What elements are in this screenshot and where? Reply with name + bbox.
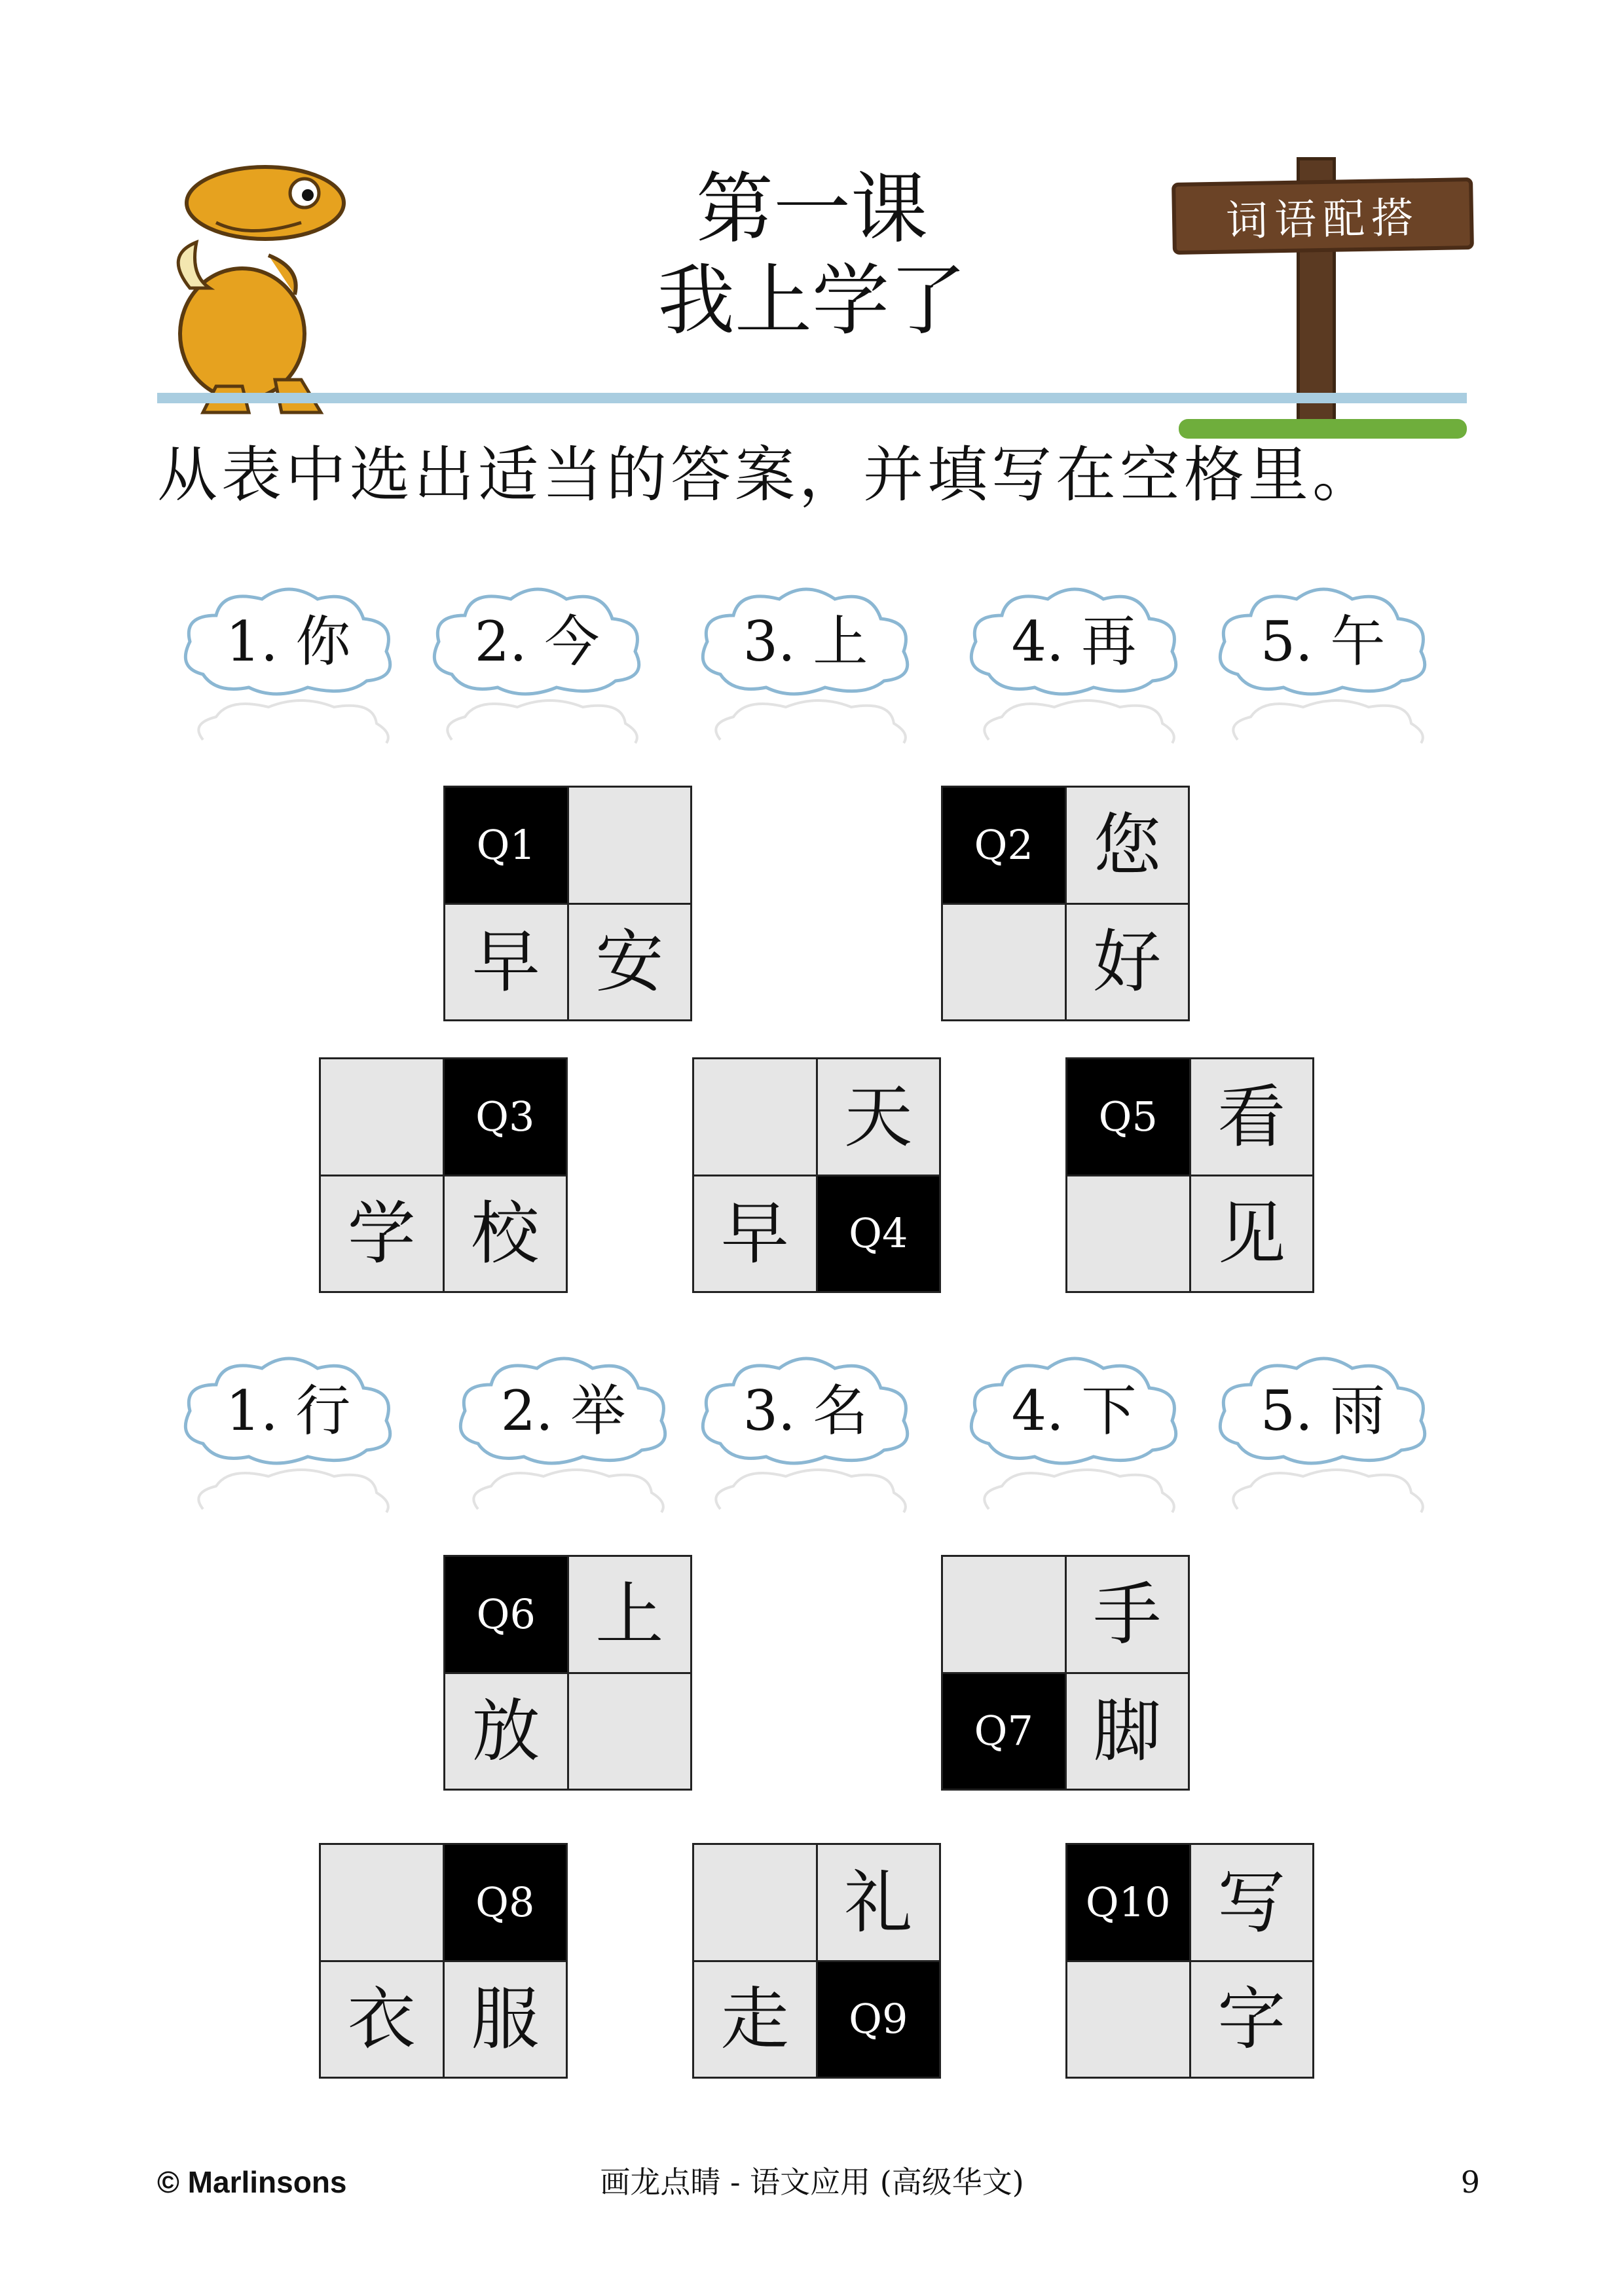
word-grid-q5	[1065, 1057, 1314, 1293]
book-title: 画龙点睛 - 语文应用 (高级华文)	[600, 2164, 1024, 2200]
word-grid-q9	[692, 1843, 941, 2079]
instruction-text: 从表中选出适当的答案，并填写在空格里。	[157, 440, 1377, 510]
grid-cell: 上	[569, 1557, 691, 1672]
option-label: 5. 午	[1260, 610, 1386, 674]
answer-cell-q3[interactable]: Q3	[445, 1059, 566, 1175]
grid-cell	[321, 1845, 443, 1960]
option-label: 4. 再	[1011, 610, 1137, 674]
grid-cell: 礼	[818, 1845, 940, 1960]
answer-cell-q8[interactable]: Q8	[445, 1845, 566, 1960]
grid-cell	[694, 1059, 816, 1175]
answer-cell-q4[interactable]: Q4	[818, 1176, 940, 1292]
grid-cell: 服	[445, 1962, 566, 2077]
grid-cell: 放	[445, 1674, 567, 1789]
grid-cell: 衣	[321, 1962, 443, 2077]
grid-cell: 见	[1191, 1176, 1313, 1292]
grid-cell: 学	[321, 1176, 443, 1292]
option-label: 3. 上	[743, 610, 868, 674]
word-grid-q4	[692, 1057, 941, 1293]
option-cloud	[694, 576, 917, 746]
answer-cell-q10[interactable]: Q10	[1067, 1845, 1189, 1960]
word-grid-q3	[319, 1057, 568, 1293]
lesson-number: 第一课	[695, 164, 928, 254]
grid-cell	[1067, 1962, 1189, 2077]
option-label: 2. 今	[474, 610, 600, 674]
option-label: 2. 举	[500, 1379, 626, 1443]
grid-cell: 天	[818, 1059, 940, 1175]
copyright-logo: © Marlinsons	[157, 2165, 347, 2199]
vocabulary-matching-sign: 词语配搭	[1172, 177, 1474, 255]
option-cloud	[963, 576, 1185, 746]
option-cloud	[177, 1345, 399, 1516]
option-cloud	[694, 1345, 917, 1516]
grid-cell: 脚	[1067, 1674, 1189, 1789]
option-label: 3. 名	[743, 1379, 868, 1443]
grid-cell	[569, 1674, 691, 1789]
answer-cell-q1[interactable]: Q1	[445, 788, 567, 903]
lesson-title: 我上学了	[657, 255, 967, 346]
option-cloud	[963, 1345, 1185, 1516]
answer-cell-q9[interactable]: Q9	[818, 1962, 940, 2077]
word-grid-q2	[941, 786, 1190, 1021]
grid-cell: 早	[694, 1176, 816, 1292]
option-cloud	[1211, 576, 1434, 746]
grid-cell	[1067, 1176, 1189, 1292]
grid-cell	[694, 1845, 816, 1960]
option-label: 1. 你	[225, 610, 351, 674]
answer-cell-q6[interactable]: Q6	[445, 1557, 567, 1672]
grid-cell: 手	[1067, 1557, 1189, 1672]
grid-cell: 好	[1067, 905, 1189, 1020]
grid-cell: 字	[1191, 1962, 1313, 2077]
signpost-grass	[1179, 419, 1467, 439]
grid-cell	[321, 1059, 443, 1175]
option-label: 4. 下	[1011, 1379, 1137, 1443]
grid-cell: 写	[1191, 1845, 1313, 1960]
grid-cell: 您	[1067, 788, 1189, 903]
grid-cell: 校	[445, 1176, 566, 1292]
grid-cell	[569, 788, 691, 903]
option-cloud	[426, 576, 648, 746]
answer-cell-q5[interactable]: Q5	[1067, 1059, 1189, 1175]
word-grid-q6	[443, 1555, 692, 1791]
grid-cell: 早	[445, 905, 567, 1020]
header-divider	[157, 393, 1467, 403]
grid-cell: 安	[569, 905, 691, 1020]
option-cloud	[1211, 1345, 1434, 1516]
grid-cell: 看	[1191, 1059, 1313, 1175]
option-cloud	[177, 576, 399, 746]
option-cloud	[452, 1345, 674, 1516]
word-grid-q8	[319, 1843, 568, 2079]
option-label: 1. 行	[225, 1379, 351, 1443]
word-grid-q10	[1065, 1843, 1314, 2079]
word-grid-q1	[443, 786, 692, 1021]
grid-cell	[943, 905, 1065, 1020]
answer-cell-q7[interactable]: Q7	[943, 1674, 1065, 1789]
page-number: 9	[1460, 2164, 1480, 2200]
answer-cell-q2[interactable]: Q2	[943, 788, 1065, 903]
option-label: 5. 雨	[1260, 1379, 1386, 1443]
grid-cell	[943, 1557, 1065, 1672]
word-grid-q7	[941, 1555, 1190, 1791]
grid-cell: 走	[694, 1962, 816, 2077]
